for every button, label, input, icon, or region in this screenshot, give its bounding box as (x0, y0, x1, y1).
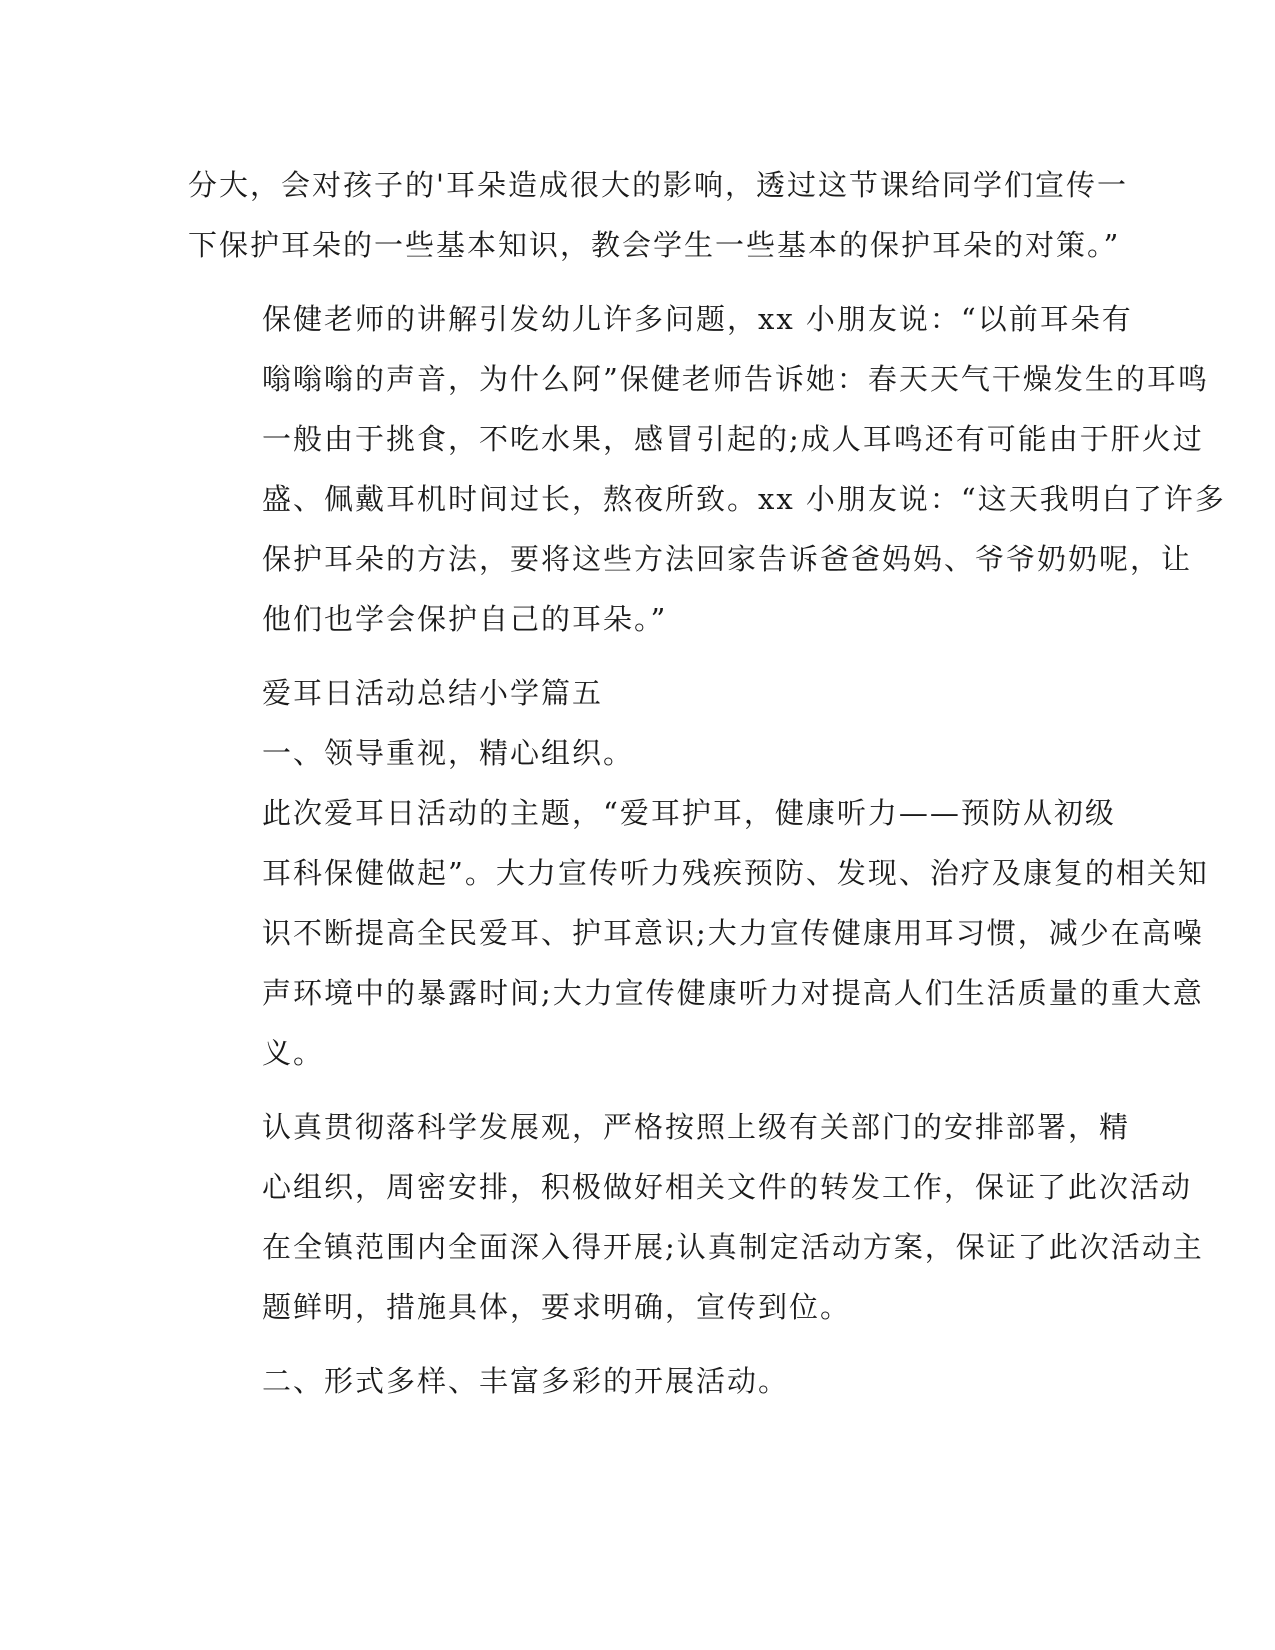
text-line: 耳科保健做起”。大力宣传听力残疾预防、发现、治疗及康复的相关知 (262, 856, 1209, 890)
paragraph-health-teacher-explanation (188, 289, 1226, 649)
text-line: 义。 (262, 1036, 325, 1070)
text-line: 识不断提高全民爱耳、护耳意识;大力宣传健康用耳习惯，减少在高噪 (262, 916, 1204, 950)
paragraph-activity-theme (188, 783, 1209, 1083)
text-line: 声环境中的暴露时间;大力宣传健康听力对提高人们生活质量的重大意 (262, 976, 1204, 1010)
subsection-heading-1 (188, 723, 1078, 783)
text-line: 保健老师的讲解引发幼儿许多问题，xx 小朋友说：“以前耳朵有 (262, 302, 1133, 336)
text-line: 下保护耳朵的一些基本知识，教会学生一些基本的保护耳朵的对策。” (188, 228, 1121, 262)
text-line: 此次爱耳日活动的主题，“爱耳护耳，健康听力——预防从初级 (262, 796, 1116, 830)
section-title (188, 663, 1078, 723)
text-line: 爱耳日活动总结小学篇五 (262, 676, 604, 710)
text-line: 认真贯彻落科学发展观，严格按照上级有关部门的安排部署，精 (262, 1110, 1131, 1144)
text-line: 他们也学会保护自己的耳朵。” (262, 602, 668, 636)
text-line: 分大，会对孩子的'耳朵造成很大的影响，透过这节课给同学们宣传一 (188, 168, 1128, 202)
document-body (188, 155, 1226, 1411)
text-line: 心组织，周密安排，积极做好相关文件的转发工作，保证了此次活动 (262, 1170, 1193, 1204)
text-line: 盛、佩戴耳机时间过长，熬夜所致。xx 小朋友说：“这天我明白了许多 (262, 482, 1226, 516)
text-line: 嗡嗡嗡的声音，为什么阿”保健老师告诉她：春天天气干燥发生的耳鸣 (262, 362, 1209, 396)
text-line: 一、领导重视，精心组织。 (262, 736, 635, 770)
text-line: 一般由于挑食，不吃水果，感冒引起的;成人耳鸣还有可能由于肝火过 (262, 422, 1204, 456)
text-line: 题鲜明，措施具体，要求明确，宣传到位。 (262, 1290, 852, 1324)
paragraph-implementation (188, 1097, 1204, 1337)
text-line: 二、形式多样、丰富多彩的开展活动。 (262, 1364, 790, 1398)
subsection-heading-2 (188, 1351, 1078, 1411)
text-line: 保护耳朵的方法，要将这些方法回家告诉爸爸妈妈、爷爷奶奶呢，让 (262, 542, 1193, 576)
text-line: 在全镇范围内全面深入得开展;认真制定活动方案，保证了此次活动主 (262, 1230, 1204, 1264)
paragraph-continued-from-previous-page (188, 155, 1128, 275)
